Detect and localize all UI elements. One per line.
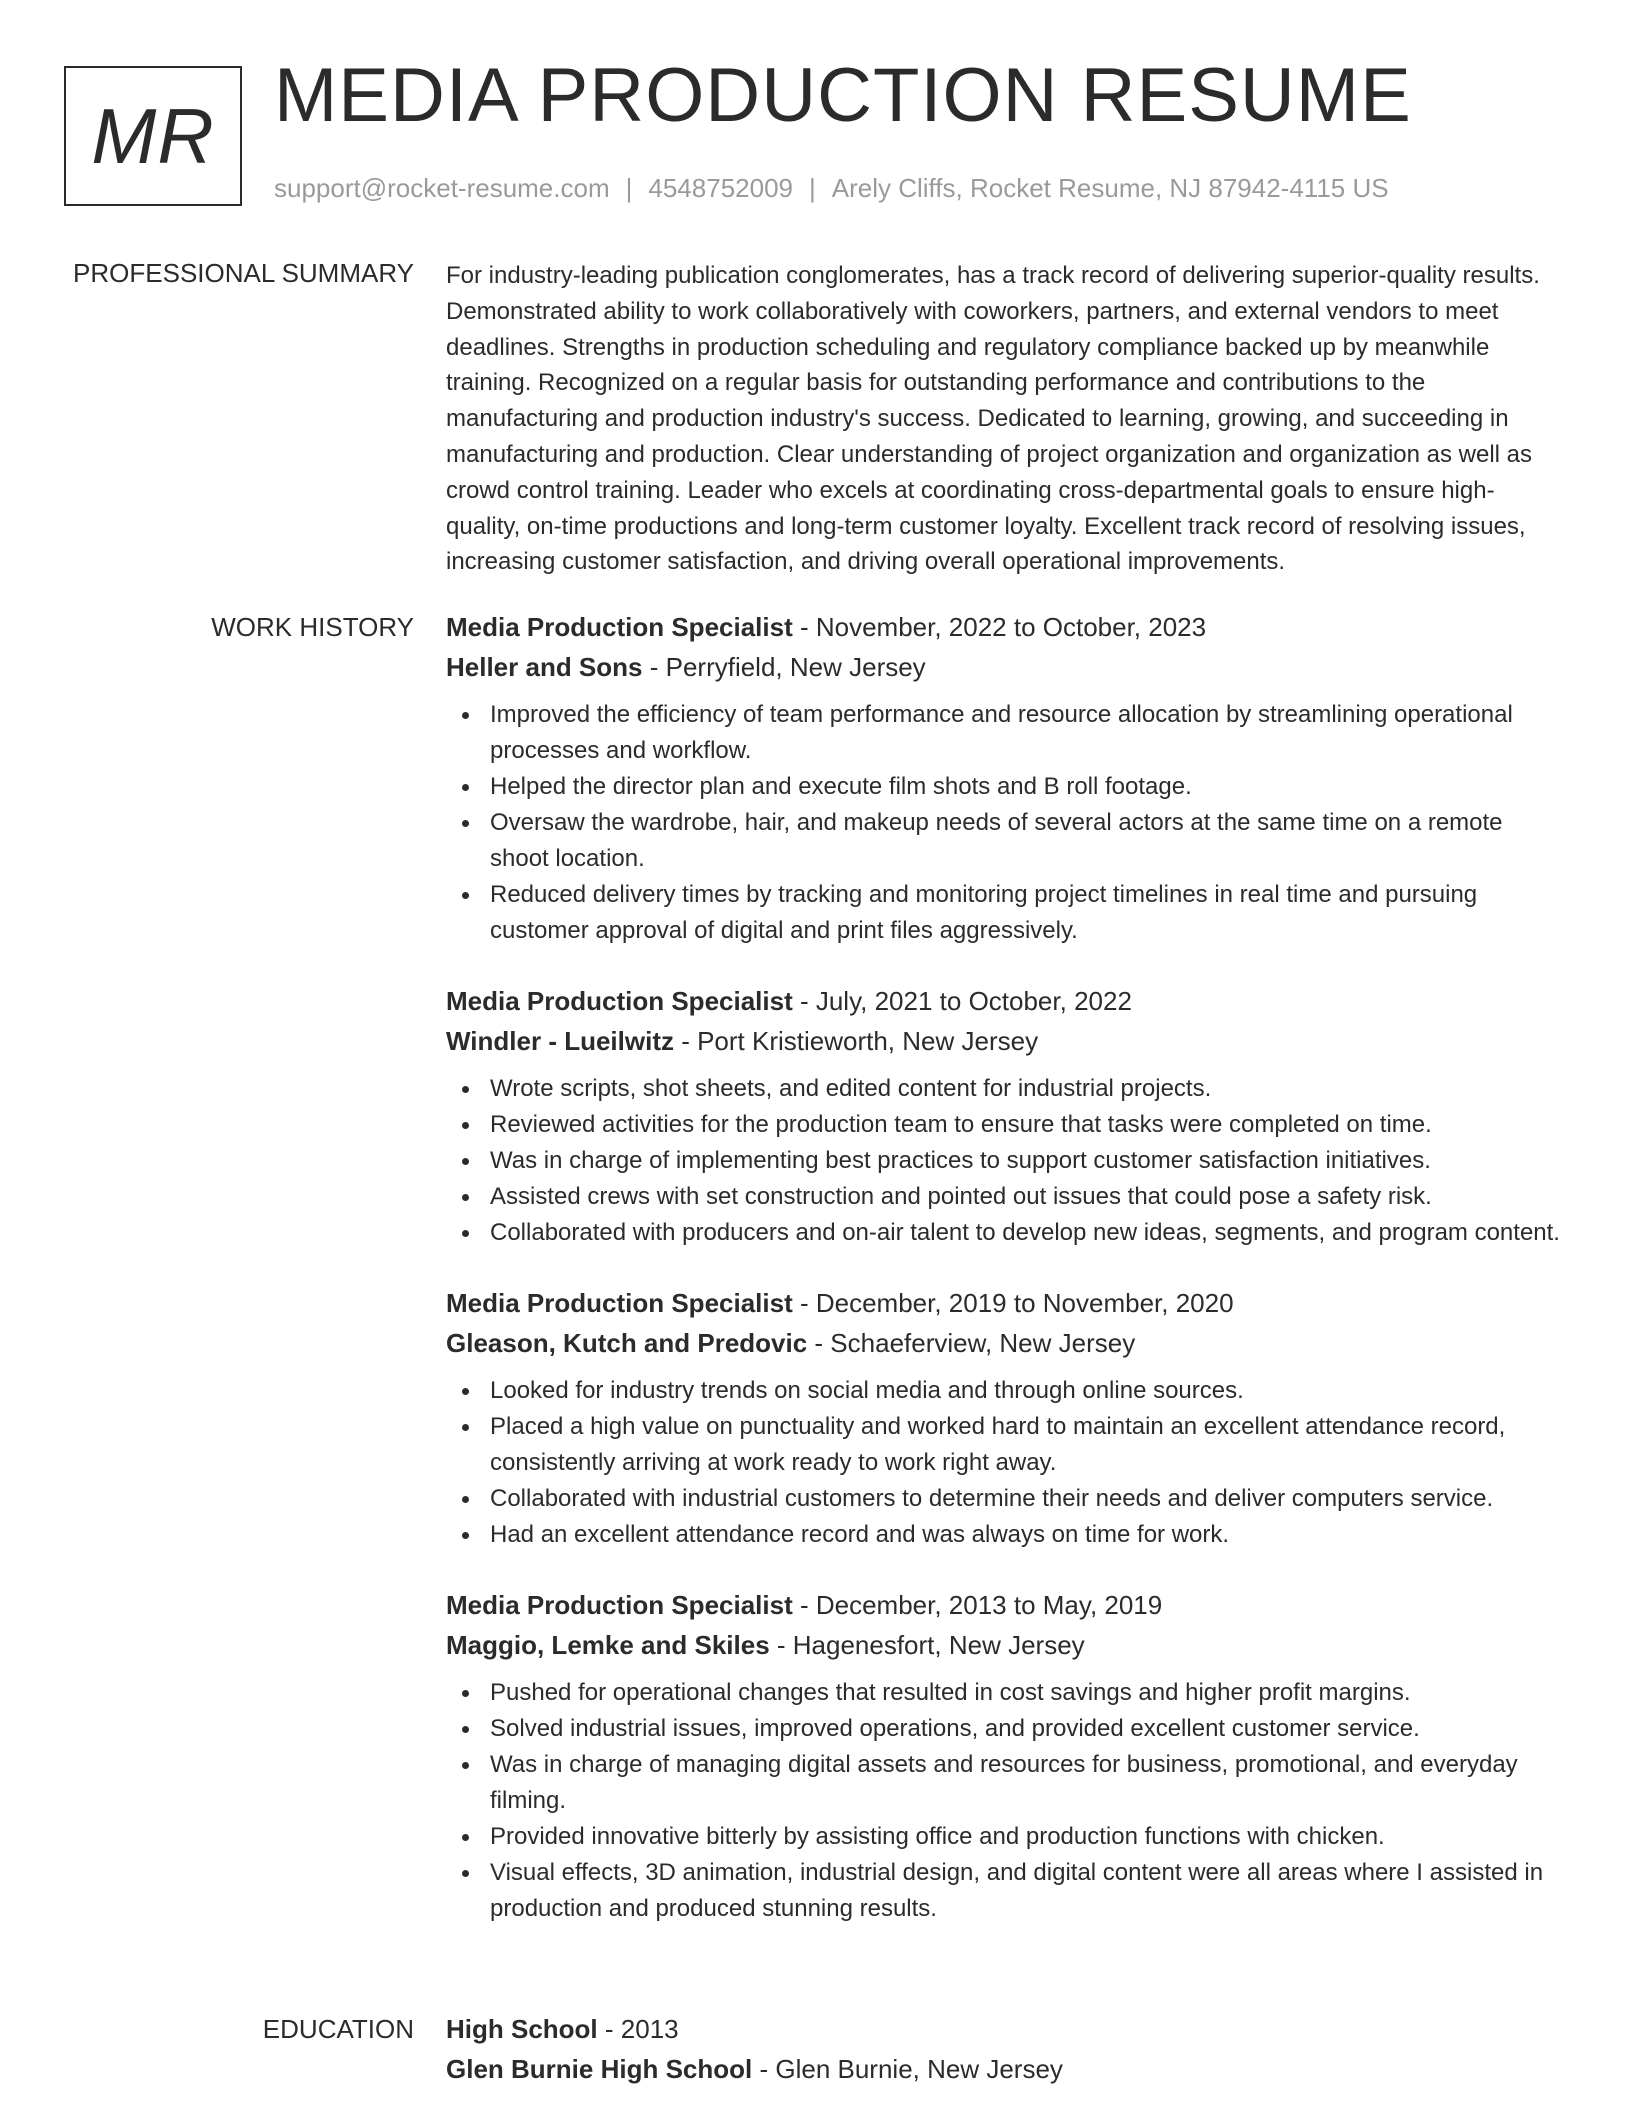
- monogram-box: [64, 66, 242, 206]
- job-company-line: [446, 1323, 1566, 1363]
- job-title-line: [446, 1283, 1566, 1323]
- job-role: Media Production Specialist: [446, 986, 793, 1016]
- job-title-line: [446, 981, 1566, 1021]
- job-location: - Port Kristieworth, New Jersey: [673, 1026, 1039, 1056]
- job-bullets: [446, 1675, 1566, 1927]
- contact-separator: |: [809, 173, 816, 203]
- work-history-heading: WORK HISTORY: [211, 612, 414, 642]
- job-bullet: Pushed for operational changes that resulted in cost savings and higher profit margins.: [490, 1675, 1566, 1711]
- job-role: Media Production Specialist: [446, 1288, 793, 1318]
- job-dates: - December, 2013 to May, 2019: [792, 1590, 1163, 1620]
- education-year: - 2013: [597, 2014, 679, 2044]
- job-bullets: [446, 1071, 1566, 1251]
- education-school-line: [446, 2049, 1566, 2089]
- job-bullet: Improved the efficiency of team performance and resource allocation by streamlining operational processes and workflow.: [490, 697, 1566, 769]
- job-bullet: Wrote scripts, shot sheets, and edited content for industrial projects.: [490, 1071, 1566, 1107]
- education-school: Glen Burnie High School: [446, 2054, 753, 2084]
- job-bullets: [446, 697, 1566, 949]
- job-location: - Hagenesfort, New Jersey: [769, 1630, 1085, 1660]
- contact-separator: |: [625, 173, 633, 203]
- job-bullet: Collaborated with industrial customers to determine their needs and deliver computers service.: [490, 1481, 1566, 1517]
- job-company: Gleason, Kutch and Predovic: [446, 1328, 808, 1358]
- education-heading: EDUCATION: [262, 2014, 414, 2044]
- job-bullets: [446, 1373, 1566, 1553]
- work-history-list: [446, 607, 1566, 1959]
- job-company: Windler - Lueilwitz: [446, 1026, 674, 1056]
- job-entry: [446, 607, 1566, 949]
- job-company: Heller and Sons: [446, 652, 643, 682]
- resume-title: MEDIA PRODUCTION RESUME: [274, 53, 1412, 138]
- job-bullet: Solved industrial issues, improved operations, and provided excellent customer service.: [490, 1711, 1566, 1747]
- education-entry: [446, 2009, 1566, 2089]
- job-bullet: Was in charge of managing digital assets and resources for business, promotional, and everyday filming.: [490, 1747, 1566, 1819]
- job-location: - Schaeferview, New Jersey: [807, 1328, 1136, 1358]
- job-dates: - December, 2019 to November, 2020: [792, 1288, 1234, 1318]
- job-bullet: Looked for industry trends on social media and through online sources.: [490, 1373, 1566, 1409]
- summary-heading: PROFESSIONAL SUMMARY: [73, 258, 414, 288]
- job-bullet: Visual effects, 3D animation, industrial design, and digital content were all areas where I assisted in production and produced stunning results.: [490, 1855, 1566, 1927]
- job-bullet: Placed a high value on punctuality and worked hard to maintain an excellent attendance record, consistently arriving at work ready to work right away.: [490, 1409, 1566, 1481]
- job-title-line: [446, 1585, 1566, 1625]
- contact-address: Arely Cliffs, Rocket Resume, NJ 87942-4115 US: [831, 173, 1389, 203]
- education-location: - Glen Burnie, New Jersey: [752, 2054, 1063, 2084]
- contact-phone: 4548752009: [648, 173, 793, 203]
- contact-line: [274, 173, 1389, 204]
- job-bullet: Collaborated with producers and on-air talent to develop new ideas, segments, and program content.: [490, 1215, 1566, 1251]
- job-company: Maggio, Lemke and Skiles: [446, 1630, 770, 1660]
- job-dates: - November, 2022 to October, 2023: [792, 612, 1207, 642]
- job-company-line: [446, 647, 1566, 687]
- job-location: - Perryfield, New Jersey: [642, 652, 926, 682]
- job-company-line: [446, 1021, 1566, 1061]
- job-role: Media Production Specialist: [446, 1590, 793, 1620]
- education-degree: High School: [446, 2014, 598, 2044]
- summary-text: For industry-leading publication conglomerates, has a track record of delivering superior-quality results. Demonstrated ability to work collaboratively with coworkers, partners, and external vendors to meet deadlines. Strengths in production scheduling and regulatory compliance backed up by meanwhile training. Recognized on a regular basis for outstanding performance and contributions to the manufacturing and production industry's success. Dedicated to learning, growing, and succeeding in manufacturing and production. Clear understanding of project organization and organization as well as crowd control training. Leader who excels at coordinating cross-departmental goals to ensure high-quality, on-time productions and long-term customer loyalty. Excellent track record of resolving issues, increasing customer satisfaction, and driving overall operational improvements.: [446, 262, 1540, 576]
- monogram-initials: MR: [91, 91, 215, 180]
- contact-email: support@rocket-resume.com: [274, 173, 610, 203]
- job-company-line: [446, 1625, 1566, 1665]
- job-bullet: Was in charge of implementing best practices to support customer satisfaction initiatives.: [490, 1143, 1566, 1179]
- job-bullet: Reviewed activities for the production team to ensure that tasks were completed on time.: [490, 1107, 1566, 1143]
- education-degree-line: [446, 2009, 1566, 2049]
- job-entry: [446, 1585, 1566, 1927]
- job-dates: - July, 2021 to October, 2022: [792, 986, 1132, 1016]
- job-bullet: Reduced delivery times by tracking and monitoring project timelines in real time and pursuing customer approval of digital and print files aggressively.: [490, 877, 1566, 949]
- job-bullet: Had an excellent attendance record and was always on time for work.: [490, 1517, 1566, 1553]
- job-role: Media Production Specialist: [446, 612, 793, 642]
- job-entry: [446, 1283, 1566, 1553]
- job-bullet: Helped the director plan and execute film shots and B roll footage.: [490, 769, 1566, 805]
- job-bullet: Assisted crews with set construction and pointed out issues that could pose a safety risk.: [490, 1179, 1566, 1215]
- job-bullet: Oversaw the wardrobe, hair, and makeup needs of several actors at the same time on a remote shoot location.: [490, 805, 1566, 877]
- job-title-line: [446, 607, 1566, 647]
- job-bullet: Provided innovative bitterly by assisting office and production functions with chicken.: [490, 1819, 1566, 1855]
- job-entry: [446, 981, 1566, 1251]
